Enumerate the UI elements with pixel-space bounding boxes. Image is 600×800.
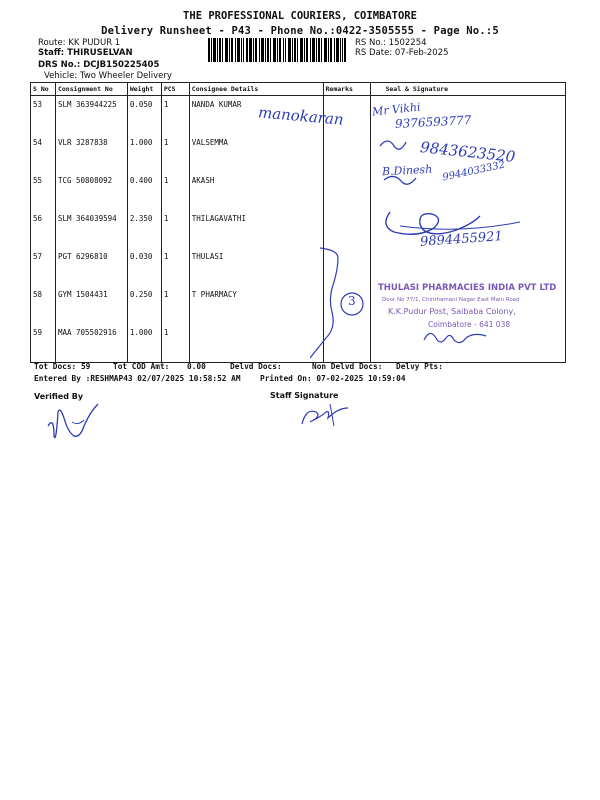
cell-consignment: TCG 50808092 <box>55 172 127 210</box>
staff-signature-label: Staff Signature <box>270 391 339 400</box>
staff-signature <box>296 398 360 434</box>
rs-date: RS Date: 07-Feb-2025 <box>355 48 449 58</box>
cell-pcs: 1 <box>161 134 189 172</box>
total-docs: Tot Docs: 59 <box>34 362 91 371</box>
handwritten-signature-scribbles <box>370 120 570 260</box>
cell-sno: 57 <box>31 248 56 286</box>
cell-weight: 2.350 <box>127 210 161 248</box>
cell-consignee: T PHARMACY <box>189 286 323 324</box>
col-weight: Weight <box>127 83 161 96</box>
cell-pcs: 1 <box>161 248 189 286</box>
handwritten-phone-row55: 9843623520 <box>419 138 517 166</box>
cell-consignee: NANDA KUMAR <box>189 96 323 135</box>
cell-weight: 1.000 <box>127 134 161 172</box>
staff-label: Staff: THIRUSELVAN <box>38 48 133 58</box>
cell-weight: 0.050 <box>127 96 161 135</box>
route-label: Route: KK PUDUR 1 <box>38 38 121 48</box>
stamp-company: THULASI PHARMACIES INDIA PVT LTD <box>378 283 557 293</box>
rs-number: RS No.: 1502254 <box>355 38 427 48</box>
cell-sno: 58 <box>31 286 56 324</box>
stamp-address-1: Door No 77/1, Chinthamani Nagar East Main Road <box>382 297 520 303</box>
cell-consignment: SLM 363944225 <box>55 96 127 135</box>
company-title: THE PROFESSIONAL COURIERS, COIMBATORE <box>183 10 417 22</box>
stamp-address-2: K.K.Pudur Post, Saibaba Colony, <box>388 307 516 316</box>
cell-remarks <box>323 134 371 172</box>
cell-pcs: 1 <box>161 324 189 363</box>
col-remarks: Remarks <box>323 83 371 96</box>
handwritten-name-row53: manokaran <box>257 103 345 129</box>
entered-by: Entered By :RESHMAP43 02/07/2025 10:58:52 AM <box>34 374 241 383</box>
cell-sno: 53 <box>31 96 56 135</box>
stamp-signature <box>420 326 500 348</box>
cell-pcs: 1 <box>161 210 189 248</box>
total-cod-value: 0.00 <box>187 362 206 371</box>
cell-consignee: THULASI <box>189 248 323 286</box>
cell-consignment: MAA 705502916 <box>55 324 127 363</box>
cell-consignment: VLR 3287838 <box>55 134 127 172</box>
col-consignee: Consignee Details <box>189 83 323 96</box>
cell-pcs: 1 <box>161 96 189 135</box>
cell-sno: 59 <box>31 324 56 363</box>
cell-remarks <box>323 172 371 210</box>
cell-consignment: PGT 6296810 <box>55 248 127 286</box>
cell-sno: 55 <box>31 172 56 210</box>
handwritten-circled-number: 3 <box>348 294 356 308</box>
col-sno: S No <box>31 83 56 96</box>
handwritten-phone-row54: 9376593777 <box>394 113 472 131</box>
handwritten-name-row54: Mr Vikhi <box>371 100 422 119</box>
cell-pcs: 1 <box>161 286 189 324</box>
stamp-address-3: Coimbatore - 641 038 <box>428 320 511 329</box>
cell-consignment: GYM 1504431 <box>55 286 127 324</box>
cell-consignment: SLM 364039594 <box>55 210 127 248</box>
handwritten-phone2-row55: 9944033332 <box>441 159 507 184</box>
cell-pcs: 1 <box>161 172 189 210</box>
cell-weight: 0.400 <box>127 172 161 210</box>
verifier-signature <box>42 400 112 446</box>
cell-consignee: VALSEMMA <box>189 134 323 172</box>
col-seal-signature: Seal & Signature <box>371 83 566 96</box>
non-delivered-docs: Non Delvd Docs: <box>312 362 383 371</box>
table-header-row <box>31 83 566 96</box>
cell-weight: 1.000 <box>127 324 161 363</box>
cell-remarks <box>323 210 371 248</box>
verified-by-label: Verified By <box>34 392 84 401</box>
cell-consignee: THILAGAVATHI <box>189 210 323 248</box>
delivery-points: Delvy Pts: <box>396 362 443 371</box>
delivered-docs: Delvd Docs: <box>230 362 282 371</box>
handwritten-name-row55: B.Dinesh <box>381 162 433 179</box>
barcode-image <box>208 38 346 62</box>
handwritten-bracket <box>310 244 370 364</box>
cell-consignee: AKASH <box>189 172 323 210</box>
cell-sno: 54 <box>31 134 56 172</box>
total-cod-label: Tot COD Amt: <box>113 362 170 371</box>
vehicle-label: Vehicle: Two Wheeler Delivery <box>44 71 172 81</box>
cell-weight: 0.030 <box>127 248 161 286</box>
col-consignment: Consignment No <box>55 83 127 96</box>
cell-sno: 56 <box>31 210 56 248</box>
col-pcs: PCS <box>161 83 189 96</box>
runsheet-subtitle: Delivery Runsheet - P43 - Phone No.:0422-3505555 - Page No.:5 <box>101 25 499 37</box>
cell-consignee <box>189 324 323 363</box>
drs-number: DRS No.: DCJB150225405 <box>38 60 160 70</box>
printed-on: Printed On: 07-02-2025 10:59:04 <box>260 374 406 383</box>
cell-weight: 0.250 <box>127 286 161 324</box>
handwritten-phone-row56: 9894455921 <box>419 229 504 250</box>
